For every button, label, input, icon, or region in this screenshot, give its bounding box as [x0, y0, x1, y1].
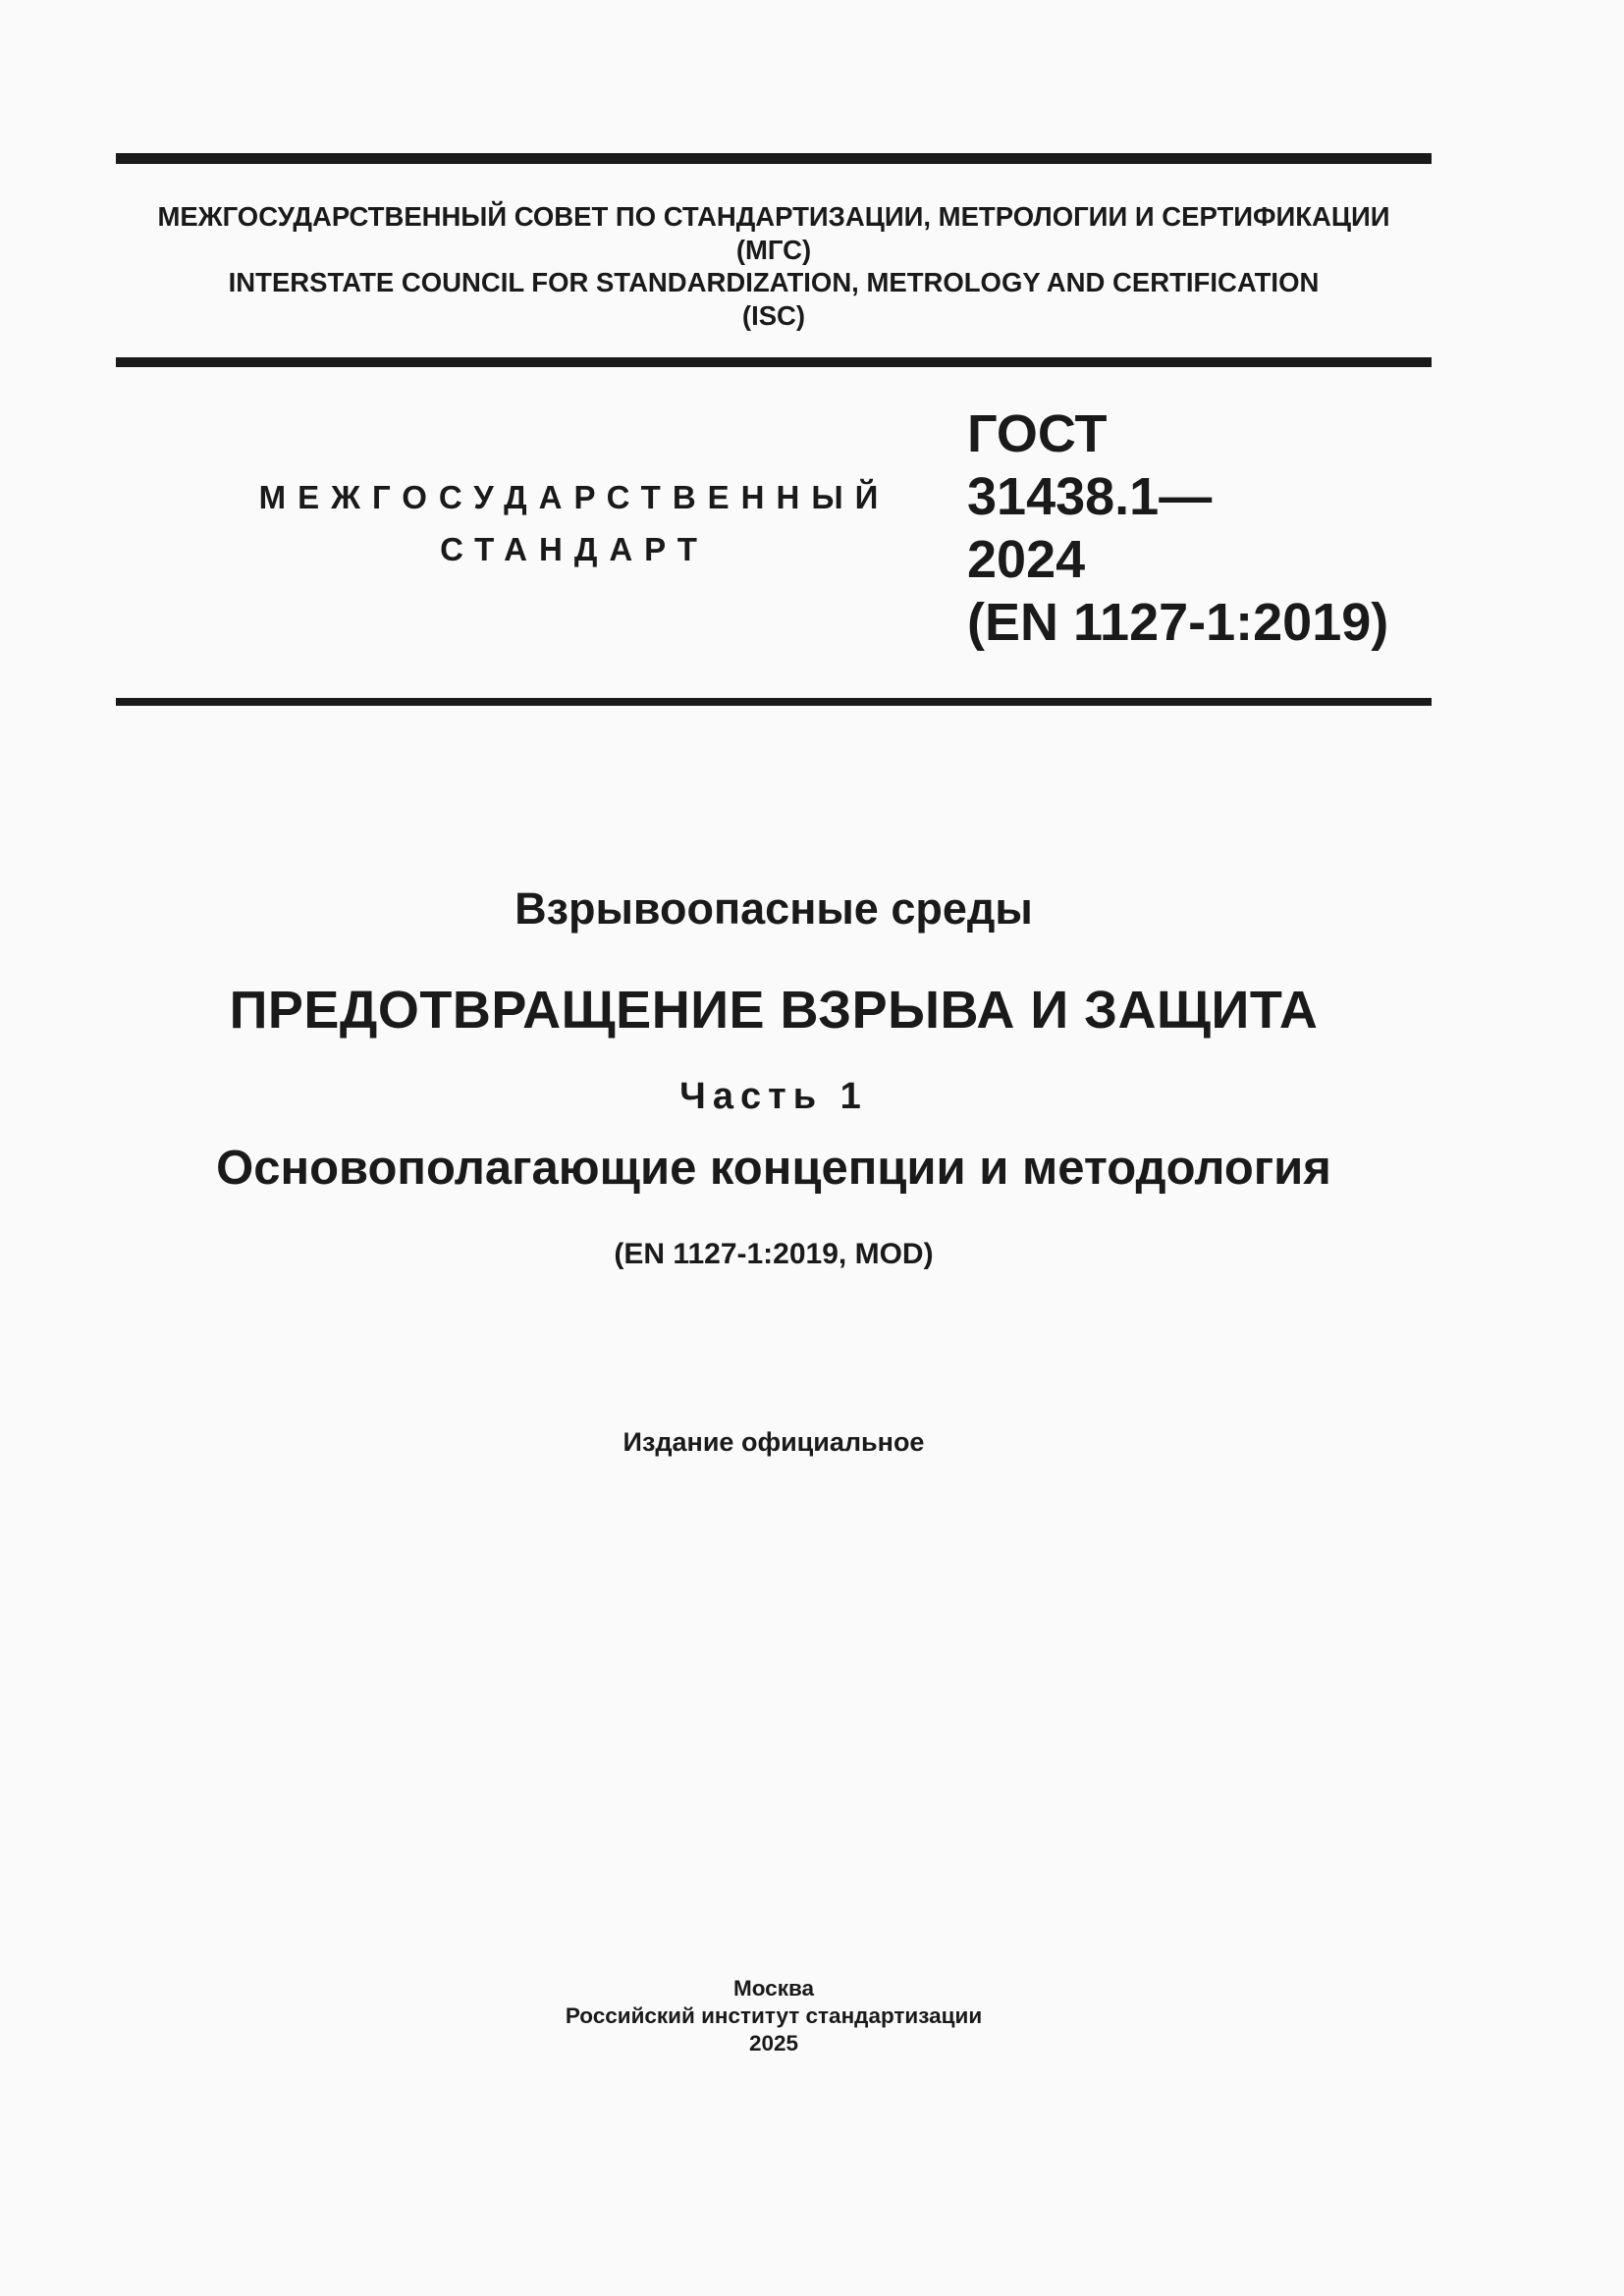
publisher-name: Российский институт стандартизации: [565, 2003, 983, 2028]
council-en-abbr: (ISC): [741, 299, 806, 331]
edition-label: Издание официальное: [623, 1427, 925, 1457]
designation-year: 2024: [967, 530, 1086, 589]
council-ru-name: МЕЖГОСУДАРСТВЕННЫЙ СОВЕТ ПО СТАНДАРТИЗАЦИИ, МЕТРОЛОГИИ И СЕРТИФИКАЦИИ: [157, 201, 1390, 232]
header-divider: [116, 357, 1432, 367]
council-header: [116, 200, 1432, 332]
designation-prefix: ГОСТ: [967, 404, 1108, 463]
top-rule: [116, 153, 1432, 164]
title-equivalence: (EN 1127-1:2019, MOD): [614, 1238, 934, 1270]
designation-reference: (EN 1127-1:2019): [967, 593, 1389, 652]
standard-type-line2: СТАНДАРТ: [440, 531, 709, 567]
publisher-year: 2025: [748, 2031, 799, 2056]
title-subtitle: Основополагающие концепции и методология: [216, 1142, 1331, 1195]
standard-type-label: [226, 471, 923, 575]
publisher-city: Москва: [732, 1976, 814, 2001]
publisher-block: [116, 1975, 1432, 2057]
council-ru-abbr: (МГС): [735, 234, 812, 265]
title-group: Взрывоопасные среды: [514, 883, 1033, 934]
title-main: ПРЕДОТВРАЩЕНИЕ ВЗРЫВА И ЗАЩИТА: [229, 981, 1319, 1040]
council-en-name: INTERSTATE COUNCIL FOR STANDARDIZATION, METROLOGY AND CERTIFICATION: [228, 267, 1320, 297]
standard-type-line1: МЕЖГОСУДАРСТВЕННЫЙ: [258, 479, 891, 515]
designation-number: 31438.1—: [967, 467, 1213, 526]
designation-divider: [116, 698, 1432, 706]
title-part: Часть 1: [679, 1076, 868, 1117]
standard-designation: [967, 402, 1388, 654]
